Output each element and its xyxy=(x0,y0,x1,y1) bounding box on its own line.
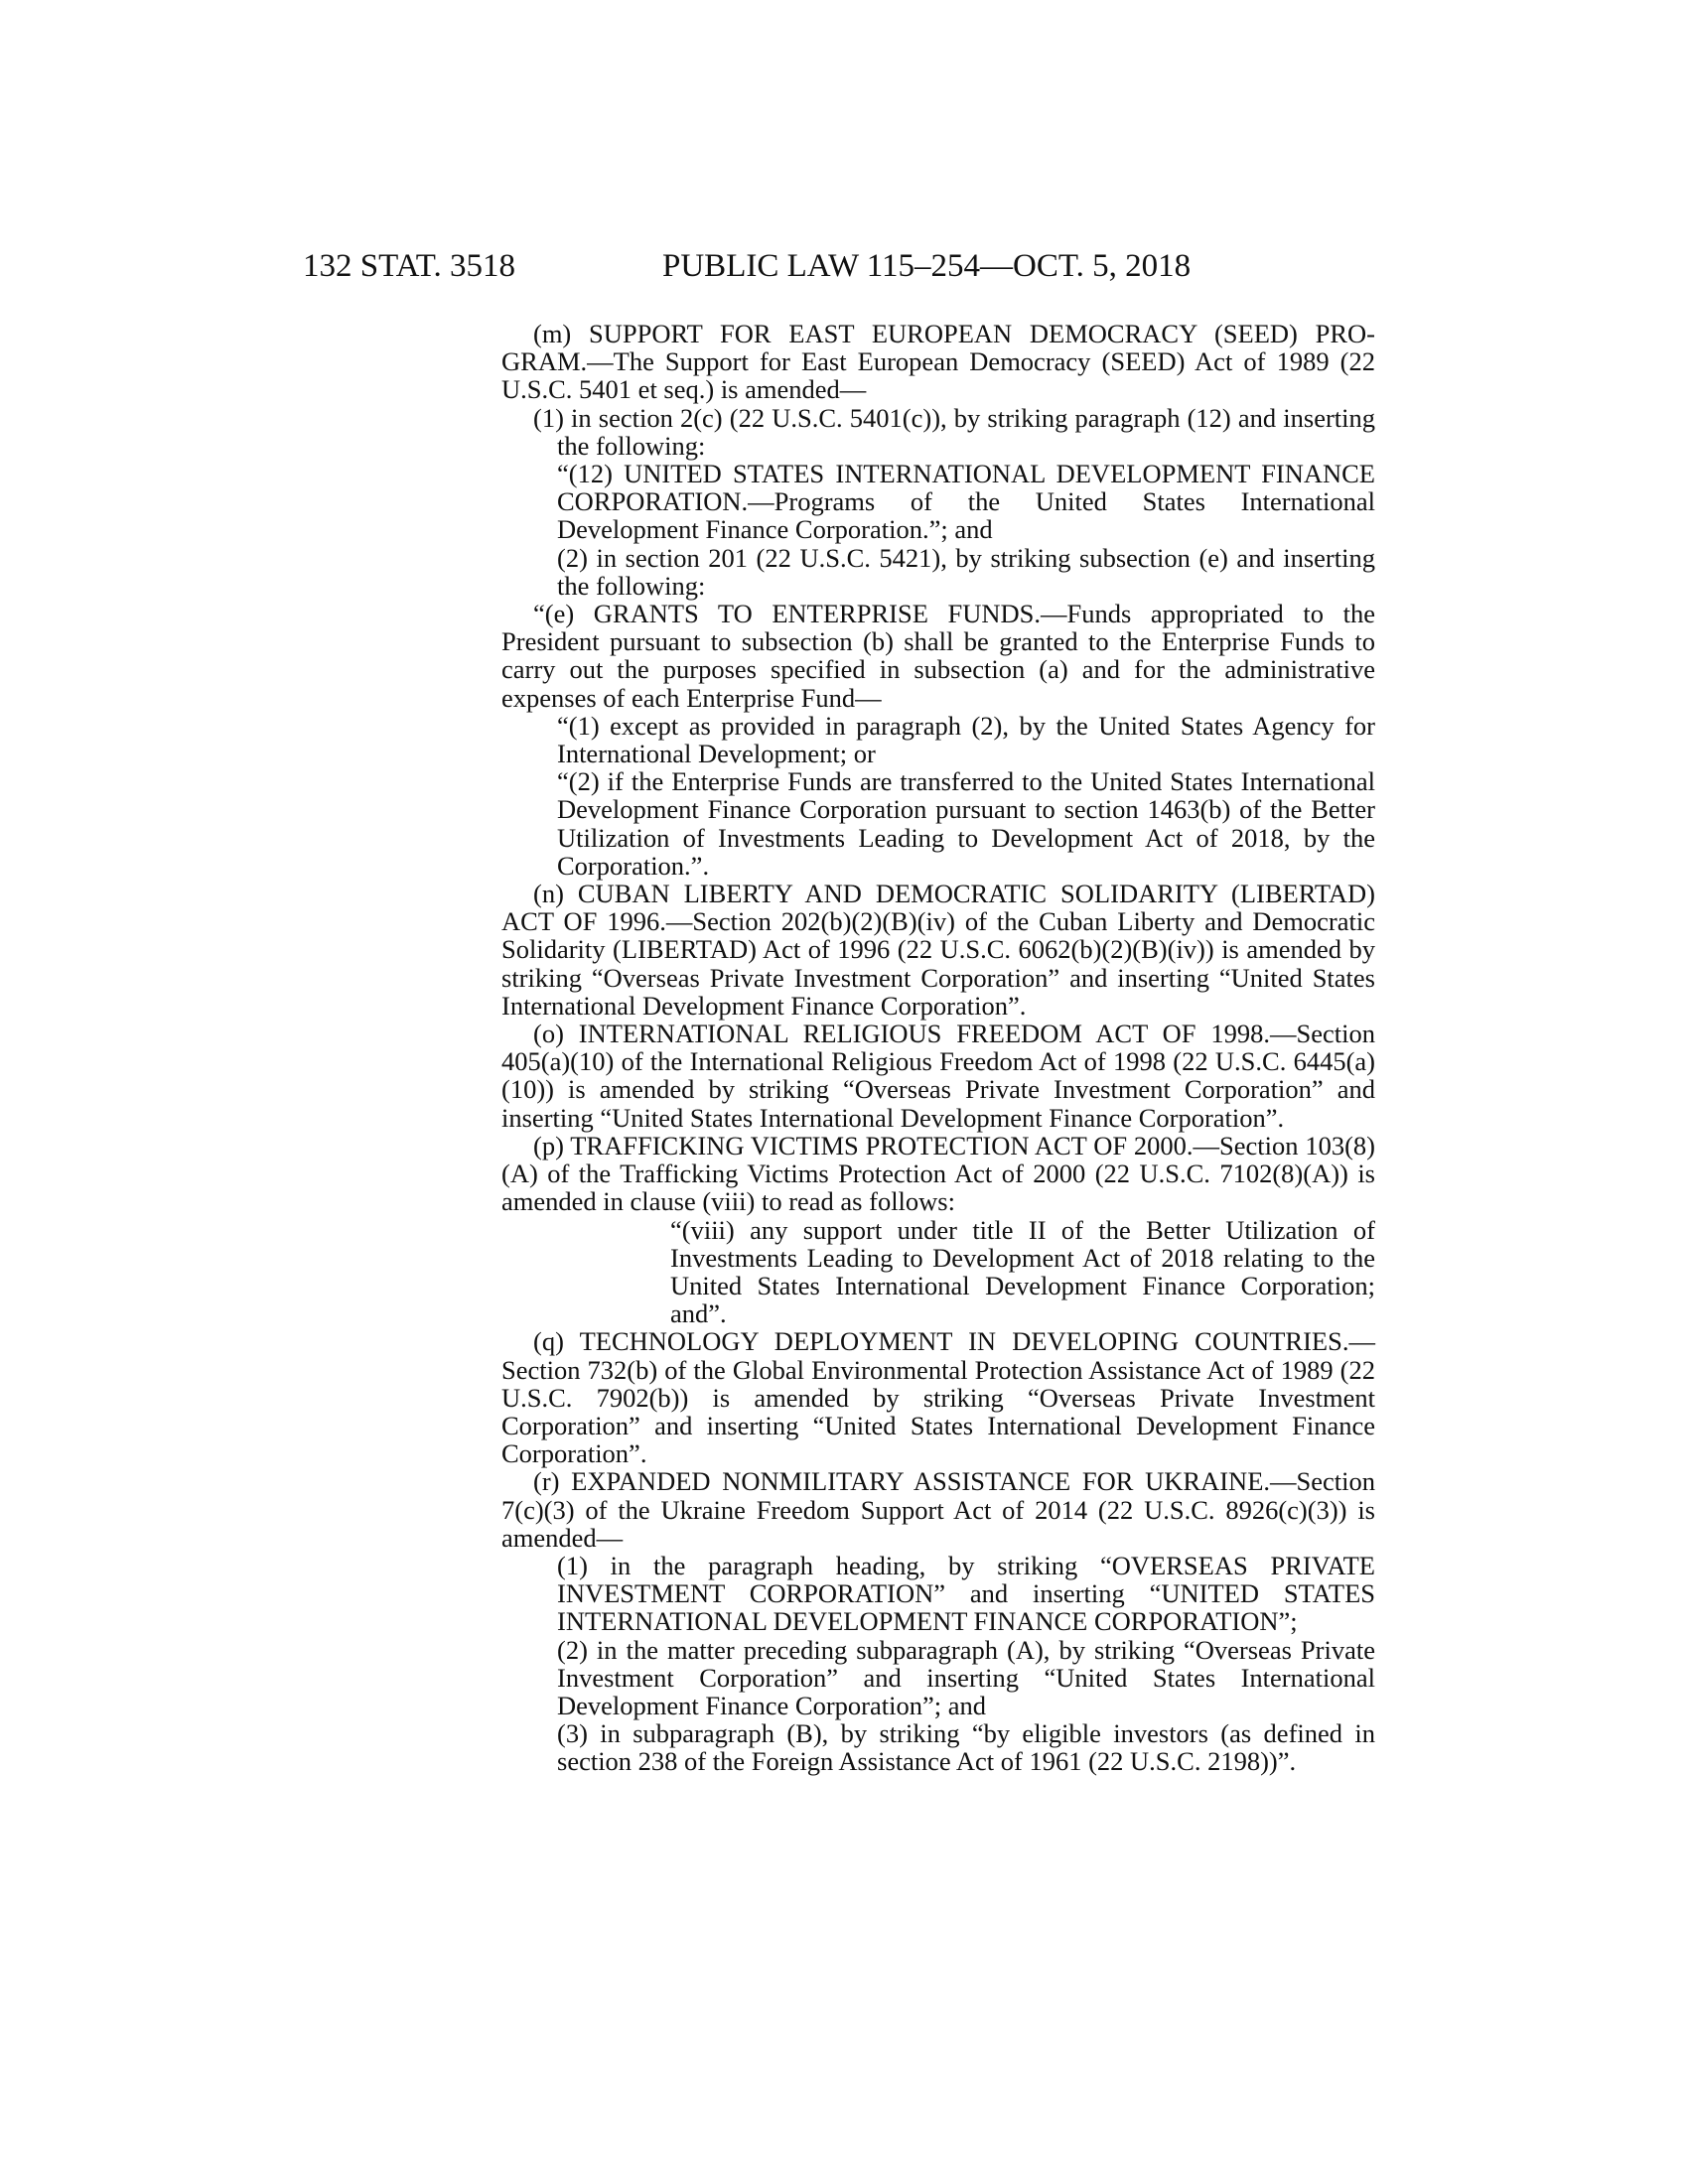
running-header xyxy=(303,246,1365,286)
subsection-o: (o) INTERNATIONAL RELIGIOUS FREEDOM ACT OF 1998.—Section 405(a)(10) of the International Religious Freedom Act of 1998 (22 U.S.C. 6445(a)(10)) is amended by striking “Overseas Private Investment Corporation” and inserting “United States International Development Finance Corporation”. xyxy=(501,1019,1375,1133)
subsection-p-clause-viii: “(viii) any support under title II of the Better Utilization of Investments Leading to Development Act of 2018 relating to the United States International Development Finance Corporation; and”. xyxy=(670,1214,1375,1329)
subsection-m-quoted-paragraph-12: “(12) UNITED STATES INTERNATIONAL DEVELOPMENT FINANCE CORPORATION.—Programs of the United States International Development Finance Corporation.”; and xyxy=(557,459,1375,545)
subsection-m-heading: (m) SUPPORT FOR EAST EUROPEAN DEMOCRACY (SEED) PRO-GRAM.—The Support for East European Democracy (SEED) Act of 1989 (22 U.S.C. 5401 et seq.) is amended— xyxy=(501,319,1375,405)
subsection-r-paragraph-1: (1) in the paragraph heading, by striking “OVERSEAS PRIVATE INVESTMENT CORPORATION” and inserting “UNITED STATES INTERNATIONAL DEVELOPMENT FINANCE CORPORATION”; xyxy=(557,1550,1375,1637)
subsection-m-paragraph-2: (2) in section 201 (22 U.S.C. 5421), by striking subsection (e) and inserting the following: xyxy=(557,542,1375,601)
subsection-n: (n) CUBAN LIBERTY AND DEMOCRATIC SOLIDARITY (LIBERTAD) ACT OF 1996.—Section 202(b)(2)(B)(iv) of the Cuban Liberty and Democratic Solidarity (LIBERTAD) Act of 1996 (22 U.S.C. 6062(b)(2)(B)(iv)) is amended by striking “Overseas Private Investment Corporation” and inserting “United States International Development Finance Corporation”. xyxy=(501,879,1375,1021)
subsection-p: (p) TRAFFICKING VICTIMS PROTECTION ACT OF 2000.—Section 103(8)(A) of the Trafficking Victims Protection Act of 2000 (22 U.S.C. 7102(8)(A)) is amended in clause (viii) to read as follows: xyxy=(501,1130,1375,1217)
subsection-r: (r) EXPANDED NONMILITARY ASSISTANCE FOR UKRAINE.—Section 7(c)(3) of the Ukraine Freedom Support Act of 2014 (22 U.S.C. 8926(c)(3)) is amended— xyxy=(501,1466,1375,1553)
subsection-m-quoted-subsection-e: “(e) GRANTS TO ENTERPRISE FUNDS.—Funds appropriated to the President pursuant to subsection (b) shall be granted to the Enterprise Funds to carry out the purposes specified in subsection (a) and for the administrative expenses of each Enterprise Fund— xyxy=(501,599,1375,713)
subsection-r-paragraph-2: (2) in the matter preceding subparagraph (A), by striking “Overseas Private Investment Corporation” and inserting “United States International Development Finance Corporation”; and xyxy=(557,1634,1375,1720)
subsection-q: (q) TECHNOLOGY DEPLOYMENT IN DEVELOPING COUNTRIES.—Section 732(b) of the Global Environmental Protection Assistance Act of 1989 (22 U.S.C. 7902(b)) is amended by striking “Overseas Private Investment Corporation” and inserting “United States International Development Finance Corporation”. xyxy=(501,1326,1375,1469)
subsection-m-quoted-e-1: “(1) except as provided in paragraph (2), by the United States Agency for International Development; or xyxy=(557,710,1375,769)
document-body xyxy=(501,320,1375,1776)
statute-page-number: 132 STAT. 3518 xyxy=(303,248,516,284)
subsection-m-paragraph-1: (1) in section 2(c) (22 U.S.C. 5401(c)), by striking paragraph (12) and inserting the following: xyxy=(533,402,1375,461)
subsection-m-quoted-e-2: “(2) if the Enterprise Funds are transferred to the United States International Development Finance Corporation pursuant to section 1463(b) of the Better Utilization of Investments Leading to Development Act of 2018, by the Corporation.”. xyxy=(557,766,1375,881)
public-law-citation: PUBLIC LAW 115–254—OCT. 5, 2018 xyxy=(662,248,1192,284)
subsection-r-paragraph-3: (3) in subparagraph (B), by striking “by eligible investors (as defined in section 238 of the Foreign Assistance Act of 1961 (22 U.S.C. 2198))”. xyxy=(557,1718,1375,1777)
